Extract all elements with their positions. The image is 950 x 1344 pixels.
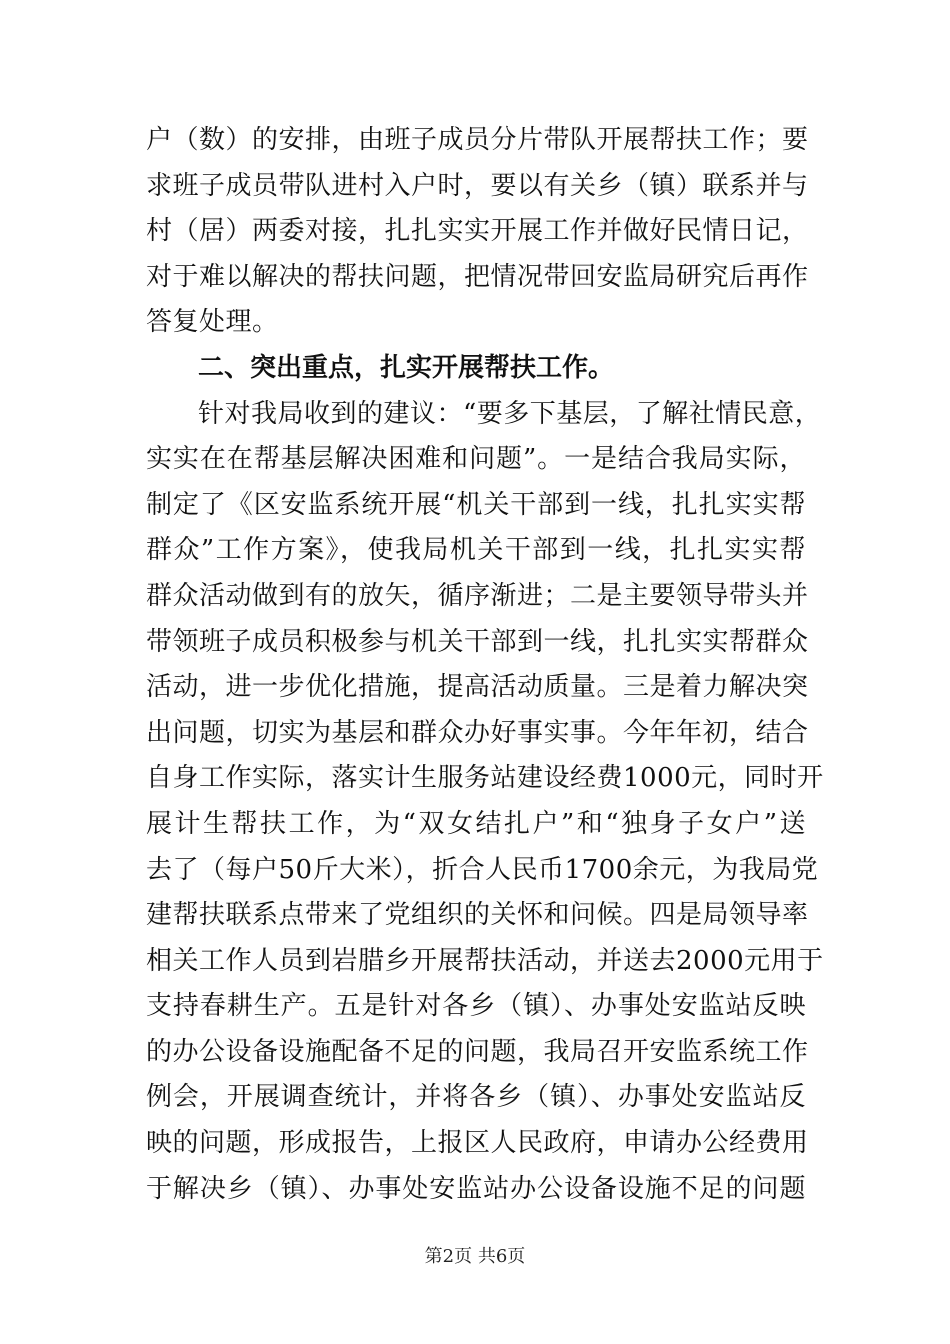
text-line-17: 去了（每户50斤大米），折合人民币1700余元，为我局党 [146,854,819,885]
text-line-9: 制定了《区安监系统开展“机关干部到一线，扎扎实实帮 [146,489,806,520]
text-line-18: 建帮扶联系点带来了党组织的关怀和问候。四是局领导率 [146,900,809,931]
text-line-21: 的办公设备设施配备不足的问题，我局召开安监系统工作 [146,1036,809,1067]
text-line-13: 活动，进一步优化措施，提高活动质量。三是着力解决突 [146,672,809,703]
text-line-22: 例会，开展调查统计，并将各乡（镇）、办事处安监站反 [146,1082,806,1113]
document-body [146,118,824,1212]
text-line-3: 村（居）两委对接，扎扎实实开展工作并做好民情日记， [146,216,809,247]
text-line-19: 相关工作人员到岩腊乡开展帮扶活动，并送去2000元用于 [146,945,824,976]
text-line-12: 带领班子成员积极参与机关干部到一线，扎扎实实帮群众 [146,626,809,657]
section-heading: 二、突出重点，扎实开展帮扶工作。 [198,352,615,383]
page-number-footer: 第2页 共6页 [424,1246,526,1267]
text-line-8: 实实在在帮基层解决困难和问题”。一是结合我局实际， [146,444,806,475]
text-line-15: 自身工作实际，落实计生服务站建设经费1000元，同时开 [146,763,824,794]
text-line-10: 群众”工作方案》，使我局机关干部到一线，扎扎实实帮 [146,535,806,566]
text-line-11: 群众活动做到有的放矢，循序渐进；二是主要领导带头并 [146,580,809,611]
text-line-2: 求班子成员带队进村入户时，要以有关乡（镇）联系并与 [146,170,809,201]
text-line-20: 支持春耕生产。五是针对各乡（镇）、办事处安监站反映 [146,991,806,1022]
text-line-23: 映的问题，形成报告，上报区人民政府，申请办公经费用 [146,1128,809,1159]
text-line-24: 于解决乡（镇）、办事处安监站办公设备设施不足的问题 [146,1173,806,1204]
text-line-1: 户（数）的安排，由班子成员分片带队开展帮扶工作；要 [146,125,809,155]
text-line-5: 答复处理。 [146,307,279,338]
text-line-4: 对于难以解决的帮扶问题，把情况带回安监局研究后再作 [146,261,809,292]
text-line-7: 针对我局收到的建议：“要多下基层，了解社情民意， [198,398,822,429]
text-line-14: 出问题，切实为基层和群众办好事实事。今年年初，结合 [146,717,809,748]
text-line-16: 展计生帮扶工作，为“双女结扎户”和“独身子女户”送 [146,808,806,839]
